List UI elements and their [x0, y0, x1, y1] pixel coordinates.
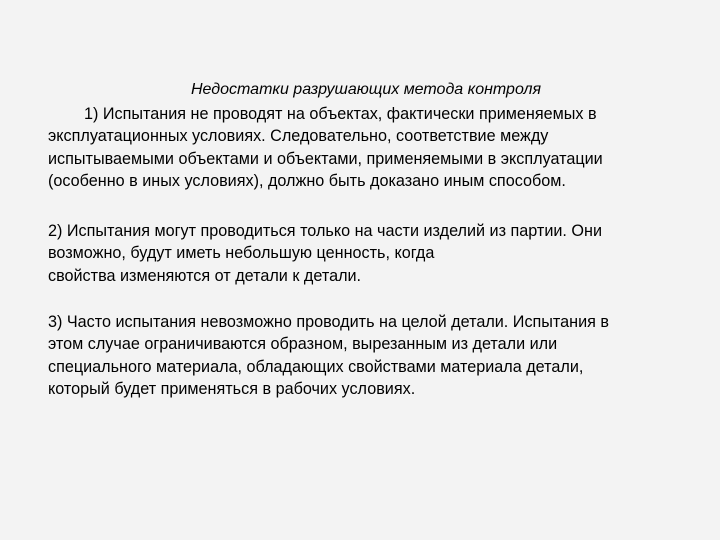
paragraph-line: эксплуатационных условиях. Следовательно, соответствие между: [48, 127, 549, 146]
paragraph-line: 1) Испытания не проводят на объектах, фактически применяемых в: [84, 105, 597, 123]
paragraph-3: [48, 311, 609, 400]
paragraph-line: который будет применяться в рабочих условиях.: [48, 379, 416, 398]
paragraph-line: свойства изменяются от детали к детали.: [48, 266, 362, 285]
paragraph-1: [48, 103, 603, 192]
paragraph-line: этом случае ограничиваются образном, вырезанным из детали или: [48, 335, 558, 354]
paragraph-2: [48, 220, 602, 287]
slide-title: Недостатки разрушающих метода контроля: [191, 81, 542, 98]
paragraph-line: специального материала, обладающих свойствами материала детали,: [48, 357, 584, 376]
paragraph-line: испытываемыми объектами и объектами, применяемыми в эксплуатации: [48, 149, 603, 168]
paragraph-line: 3) Часто испытания невозможно проводить на целой детали. Испытания в: [48, 313, 610, 331]
paragraph-line: возможно, будут иметь небольшую ценность, когда: [48, 244, 435, 263]
paragraph-line: 2) Испытания могут проводиться только на части изделий из партии. Они: [48, 222, 603, 240]
paragraph-line: (особенно в иных условиях), должно быть доказано иным способом.: [48, 171, 566, 190]
